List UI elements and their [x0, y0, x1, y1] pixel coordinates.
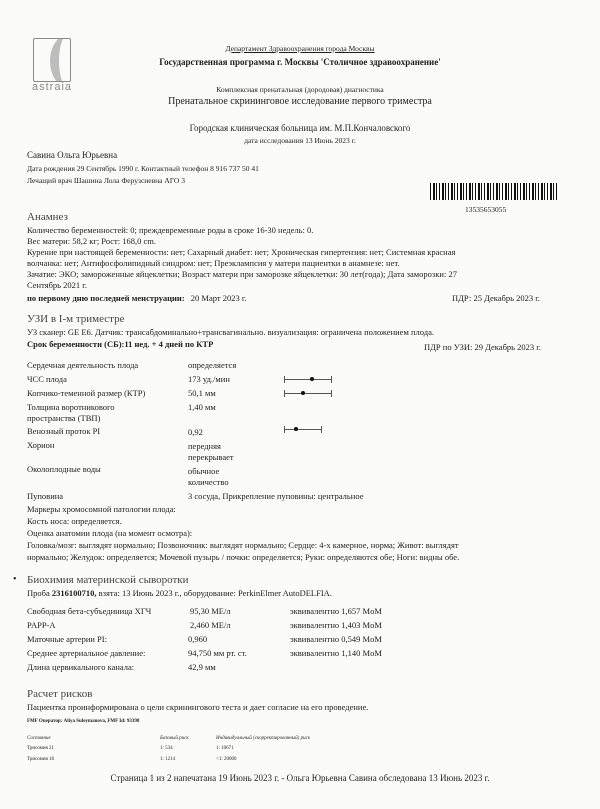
lmp-label: по первому дню последней менструации: [27, 293, 185, 303]
us-value-cont: количество [188, 477, 229, 487]
anamnesis-line: Сентябрь 2021 г. [27, 280, 87, 290]
us-label: Венозный проток PI [27, 426, 101, 436]
anamnesis-line: Курение при настоящей беременности: нет; Сахарный диабет: нет; Хроническая гипертензия: нет; Системная красная [27, 247, 456, 257]
biochem-value: 2,460 МЕ/л [190, 620, 231, 630]
us-value: 50,1 мм [188, 388, 216, 398]
barcode [430, 183, 558, 200]
fhr-percentile-plot [284, 375, 332, 384]
biochem-label: PAPP-A [27, 620, 56, 630]
us-value-cont: перекрывает [188, 452, 234, 462]
anamnesis-line: Зачатие: ЭКО; замороженные яйцеклетки; Возраст матери при заморозке яйцеклетки: 30 лет(года); Дата заморозки: 27 [27, 269, 457, 279]
dv-pi-plot [284, 425, 322, 434]
scanner-info: УЗ сканер: GE E6. Датчик: трансабдоминально+трансвагинально. визуализация: ограничена положением плода. [27, 327, 434, 337]
us-value: обычное [188, 466, 220, 476]
risk-condition: Трисомия 18 [27, 757, 55, 762]
anamnesis-line: Вес матери: 58,2 кг; Рост: 168,0 cm. [27, 236, 157, 246]
us-value: определяется [188, 360, 237, 370]
biochem-value: 42,9 мм [188, 662, 216, 672]
screening-title: Пренатальное скрининговое исследование первого триместра [168, 96, 432, 107]
biochem-label: Длина цервикального канала: [27, 662, 135, 672]
anatomy-title: Оценка анатомии плода (на момент осмотра): [27, 528, 193, 538]
risk-individual: 1: 10671 [216, 746, 234, 751]
crl-percentile-plot [284, 389, 332, 398]
program-title: Государственная программа г. Москвы 'Столичное здравоохранение' [159, 57, 441, 67]
department-header: Департамент Здравоохранения города Москвы [225, 44, 375, 53]
anatomy-line: Головка/мозг: выглядят нормально; Позвоночник: выглядят нормально; Сердце: 4-х камерное, норма; Живот: выглядят [27, 540, 459, 550]
risk-individual: <1: 20000 [216, 757, 237, 762]
us-label: Копчико-теменной размер (КТР) [27, 388, 146, 398]
edd: ПДР: 25 Декабрь 2023 г. [452, 293, 540, 303]
sample-id: 2316100710, [51, 588, 97, 598]
us-value: передняя [188, 441, 221, 451]
biochem-mom: эквивалентно 1,403 MoM [290, 620, 382, 630]
anamnesis-title: Анамнез [27, 211, 68, 223]
risk-basic: 1: 534 [160, 746, 173, 751]
sample-rest: взята: 13 Июнь 2023 г., оборудование: PerkinElmer AutoDELFIA. [98, 588, 332, 598]
patient-details: Дата рождения 29 Сентябрь 1990 г. Контактный телефон 8 916 737 50 41 [27, 164, 259, 173]
biochem-label: Маточные артерии PI: [27, 634, 107, 644]
us-label: Пуповина [27, 491, 64, 501]
biochem-value: 95,30 МЕ/л [190, 606, 231, 616]
nasal-bone: Кость носа: определяется. [27, 516, 122, 526]
us-label: Толщина воротникового [27, 402, 115, 412]
us-label: Околоплодные воды [27, 464, 101, 474]
anamnesis-line: Количество беременностей: 0; преждевременные роды в сроке 16-30 недель: 0. [27, 225, 314, 235]
consent-text: Пациентка проинформирована о цели скринингового теста и дает согласие на его проведение. [27, 702, 369, 712]
patient-name: Савина Ольга Юрьевна [27, 150, 118, 160]
biochem-value: 0,960 [188, 634, 208, 644]
anamnesis-line: волчанка: нет; Антифосфолипидный синдром: нет; Преэклампсия у матери пациентки в анамнезе: нет. [27, 258, 400, 268]
us-label: Сердечная деятельность плода [27, 360, 139, 370]
col-basic-risk: Базовый риск [160, 736, 189, 741]
lmp-value: 20 Март 2023 г. [190, 293, 247, 303]
ultrasound-title: УЗИ в I-м триместре [27, 313, 125, 325]
biochem-mom: эквивалентно 0,549 MoM [290, 634, 382, 644]
anamnesis-block [27, 225, 577, 291]
biochem-label: Среднее артериальное давление: [27, 648, 146, 658]
col-condition: Состояние [27, 736, 51, 741]
hospital-name: Городская клиническая больница им. М.П.Кончаловского [189, 123, 411, 133]
us-label: Хорион [27, 440, 55, 450]
biochem-title: Биохимия материнской сыворотки [27, 574, 189, 586]
biochem-value: 94,750 мм рт. ст. [188, 648, 247, 658]
edd-ultrasound: ПДР по УЗИ: 29 Декабрь 2023 г. [424, 342, 541, 352]
barcode-number: 13535653055 [465, 205, 507, 214]
col-individual-risk: Индивидуальный (скорректированный) риск [216, 736, 311, 741]
biochem-label: Свободная бета-субъединица ХГЧ [27, 606, 152, 616]
us-label: ЧСС плода [27, 374, 67, 384]
exam-date: дата исследования 13 Июнь 2023 г. [244, 136, 356, 145]
us-value: 1,40 мм [188, 402, 216, 412]
us-value: 0,92 [188, 427, 203, 437]
risks-title: Расчет рисков [27, 688, 93, 700]
section-bullet: • [13, 574, 17, 585]
lmp-line [27, 293, 247, 304]
fmf-operator: FMF Оператор: Aliya Suleymanova, FMF Id: 93398 [27, 719, 140, 724]
risk-basic: 1: 1214 [160, 757, 176, 762]
us-value: 173 уд./мин [188, 374, 230, 384]
astraia-logo-text: astraia [32, 81, 73, 93]
sample-label: Проба [27, 588, 50, 598]
us-value: 3 сосуда, Прикрепление пуповины: центральное [188, 491, 364, 501]
page-footer: Страница 1 из 2 напечатана 19 Июнь 2023 г. - Ольга Юрьевна Савина обследована 13 Июнь 2023 г. [110, 773, 490, 783]
markers-title: Маркеры хромосомной патологии плода: [27, 504, 176, 514]
biochem-mom: эквивалентно 1,657 MoM [290, 606, 382, 616]
us-label-cont: пространства (ТВП) [27, 413, 101, 423]
diagnostic-type: Комплексная пренатальная (дородовая) диагностика [216, 85, 384, 94]
biochem-mom: эквивалентно 1,140 MoM [290, 648, 382, 658]
anatomy-line: нормально; Желудок: определяется; Мочевой пузырь / почки: определяется; Руки: определяются обе; Ноги: видны обе. [27, 552, 460, 562]
risk-condition: Трисомия 21 [27, 746, 55, 751]
attending-doctor: Лечащий врач Шашина Лола Ферузсиевна АГО 3 [27, 176, 185, 185]
sample-line [27, 588, 332, 599]
gestational-term: Срок беременности (СБ):11 нед. + 4 дней по КТР [27, 339, 214, 349]
